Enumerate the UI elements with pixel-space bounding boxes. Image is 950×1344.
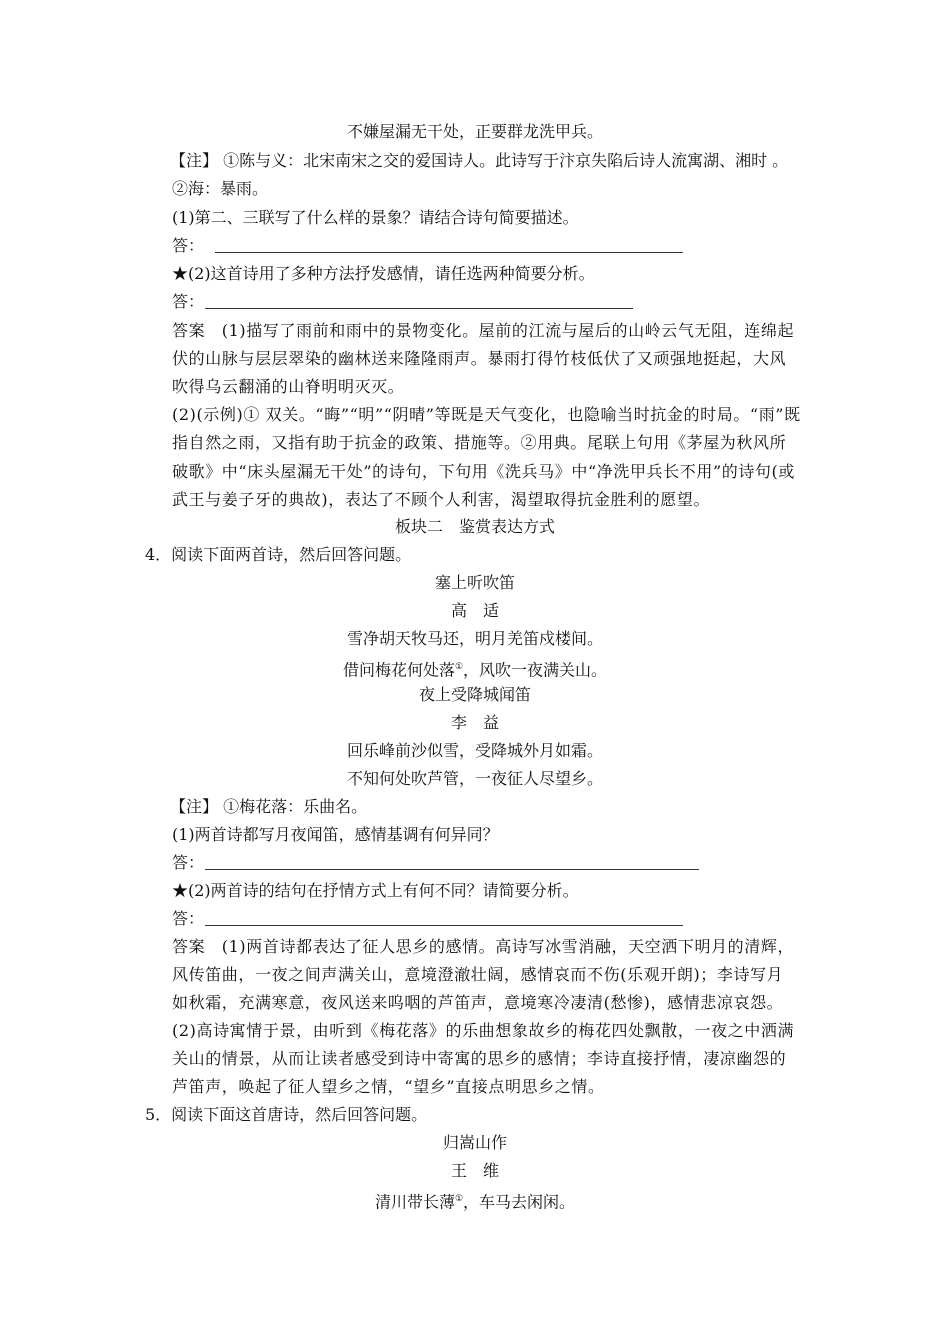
sub-question-1: (1)两首诗都写月夜闻笛，感情基调有何异同？ — [172, 825, 499, 844]
note-line: ②海：暴雨。 — [172, 179, 269, 198]
answer-label: 答： — [172, 853, 205, 872]
note-line: 【注】 ①梅花落：乐曲名。 — [170, 797, 368, 816]
answer-blank-line[interactable] — [215, 252, 683, 253]
answer-text-line: 答案 (1)描写了雨前和雨中的景物变化。屋前的江流与屋后的山岭云气无阻，连绵起 — [172, 321, 795, 340]
poem-title: 归嵩山作 — [442, 1133, 507, 1152]
note-line: 【注】 ①陈与义：北宋南宋之交的爱国诗人。此诗写于汴京失陷后诗人流寓湖、湘时 。 — [170, 151, 789, 170]
poem-author: 王 维 — [450, 1161, 500, 1180]
poem-line: 借问梅花何处落①，风吹一夜满关山。 — [342, 660, 608, 680]
poem-line: 不知何处吹芦管，一夜征人尽望乡。 — [346, 769, 603, 788]
footnote-marker: ① — [454, 662, 464, 672]
answer-text-line: (2)高诗寓情于景，由听到《梅花落》的乐曲想象故乡的梅花四处飘散，一夜之中洒满 — [172, 1021, 795, 1040]
poem-line: 不嫌屋漏无干处，正要群龙洗甲兵。 — [346, 122, 603, 141]
answer-text-line: 如秋霜，充满寒意，夜风送来呜咽的芦笛声，意境寒冷凄清(愁惨)，感情悲凉哀怨。 — [172, 993, 784, 1012]
question-prompt: 4．阅读下面两首诗，然后回答问题。 — [145, 545, 412, 564]
poem-title: 塞上听吹笛 — [434, 573, 515, 592]
sub-question-2: ★(2)两首诗的结句在抒情方式上有何不同？请简要分析。 — [172, 881, 579, 900]
answer-text-line: 吹得乌云翻涌的山脊明明灭灭。 — [172, 377, 405, 396]
answer-text-line: 关山的情景，从而让读者感受到诗中寄寓的思乡的感情；李诗直接抒情，凄凉幽怨的 — [172, 1049, 787, 1068]
answer-label: 答： — [172, 909, 205, 928]
sub-question-2: ★(2)这首诗用了多种方法抒发感情，请任选两种简要分析。 — [172, 264, 595, 283]
answer-blank-line[interactable] — [205, 308, 633, 309]
answer-label: 答： — [172, 292, 205, 311]
section-title: 板块二 鉴赏表达方式 — [394, 517, 555, 536]
poem-author: 高 适 — [450, 601, 500, 620]
answer-text-line: 答案 (1)两首诗都表达了征人思乡的感情。高诗写冰雪消融，天空洒下明月的清辉， — [172, 937, 795, 956]
answer-text-line: 武王与姜子牙的典故)，表达了不顾个人利害，渴望取得抗金胜利的愿望。 — [172, 490, 711, 509]
poem-line: 雪净胡天牧马还，明月羌笛戍楼间。 — [346, 629, 603, 648]
answer-text-line: 伏的山脉与层层翠染的幽林送来隆隆雨声。暴雨打得竹枝低伏了又顽强地挺起，大风 — [172, 349, 787, 368]
answer-blank-line[interactable] — [205, 925, 683, 926]
question-prompt: 5．阅读下面这首唐诗，然后回答问题。 — [145, 1105, 428, 1124]
answer-text-line: 指自然之雨，又指有助于抗金的政策、措施等。②用典。尾联上句用《茅屋为秋风所 — [172, 433, 787, 452]
answer-text-line: 芦笛声，唤起了征人望乡之情，“望乡”直接点明思乡之情。 — [172, 1077, 605, 1096]
answer-label: 答： — [172, 236, 205, 255]
poem-author: 李 益 — [450, 713, 500, 732]
answer-text-line: (2)(示例)① 双关。“晦”“明”“阴晴”等既是天气变化，也隐喻当时抗金的时局。“雨”既 — [172, 405, 801, 424]
answer-text-line: 破歌》中“床头屋漏无干处”的诗句，下句用《洗兵马》中“净洗甲兵长不用”的诗句(或 — [172, 462, 795, 481]
answer-text-line: 风传笛曲，一夜之间声满关山，意境澄澈壮阔，感情哀而不伤(乐观开朗)；李诗写月 — [172, 965, 784, 984]
poem-line: 回乐峰前沙似雪，受降城外月如霜。 — [346, 741, 603, 760]
sub-question-1: (1)第二、三联写了什么样的景象？请结合诗句简要描述。 — [172, 208, 579, 227]
answer-blank-line[interactable] — [205, 869, 699, 870]
footnote-marker: ① — [454, 1194, 464, 1204]
poem-title: 夜上受降城闻笛 — [418, 685, 531, 704]
poem-line: 清川带长薄①，车马去闲闲。 — [374, 1192, 576, 1212]
